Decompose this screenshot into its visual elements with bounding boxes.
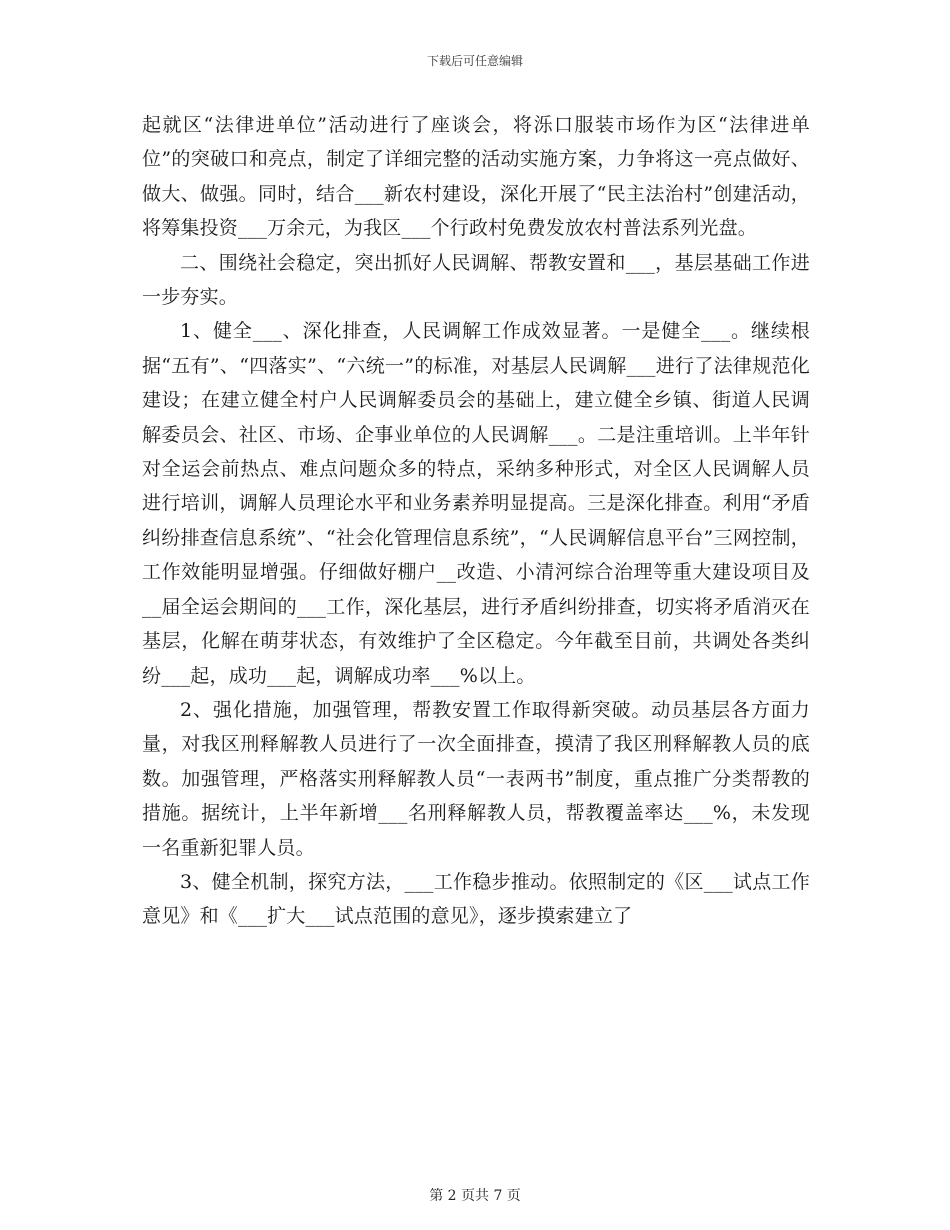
page-header: 下载后可任意编辑 <box>426 54 523 68</box>
paragraph-continuation: 起就区“法律进单位”活动进行了座谈会，将泺口服装市场作为区“法律进单位”的突破口和亮点，制定了详细完整的活动实施方案，力争将这一亮点做好、做大、做强。同时，结合___新农村建设，深化开展了“民主法治村”创建活动，将筹集投资___万余元，为我区___个行政村免费发放农村普法系列光盘。 <box>142 114 810 240</box>
page-footer: 第 2 页共 7 页 <box>429 1188 521 1204</box>
section-heading-2: 二、围绕社会稳定，突出抓好人民调解、帮教安置和___，基层基础工作进一步夯实。 <box>142 251 810 309</box>
paragraph-item-1: 1、健全___、深化排查，人民调解工作成效显著。一是健全___。继续根据“五有”、“四落实”、“六统一”的标准，对基层人民调解___进行了法律规范化建设；在建立健全村户人民调解委员会的基础上，建立健全乡镇、街道人民调解委员会、社区、市场、企事业单位的人民调解___。二是注重培训。上半年针对全运会前热点、难点问题众多的特点，采纳多种形式，对全区人民调解人员进行培训，调解人员理论水平和业务素养明显提高。三是深化排查。利用“矛盾纠纷排查信息系统”、“社会化管理信息系统”，“人民调解信息平台”三网控制，工作效能明显增强。仔细做好棚户__改造、小清河综合治理等重大建设项目及__届全运会期间的___工作，深化基层，进行矛盾纠纷排查，切实将矛盾消灭在基层，化解在萌芽状态，有效维护了全区稳定。今年截至目前，共调处各类纠纷___起，成功___起，调解成功率___%以上。 <box>142 320 810 687</box>
paragraph-item-2: 2、强化措施，加强管理，帮教安置工作取得新突破。动员基层各方面力量，对我区刑释解教人员进行了一次全面排查，摸清了我区刑释解教人员的底数。加强管理，严格落实刑释解教人员“一表两书”制度，重点推广分类帮教的措施。据统计，上半年新增___名刑释解教人员，帮教覆盖率达___%，未发现一名重新犯罪人员。 <box>142 698 810 859</box>
document-body <box>142 108 810 934</box>
paragraph-item-3: 3、健全机制，探究方法，___工作稳步推动。依照制定的《区___试点工作意见》和《___扩大___试点范围的意见》，逐步摸索建立了 <box>142 870 810 928</box>
